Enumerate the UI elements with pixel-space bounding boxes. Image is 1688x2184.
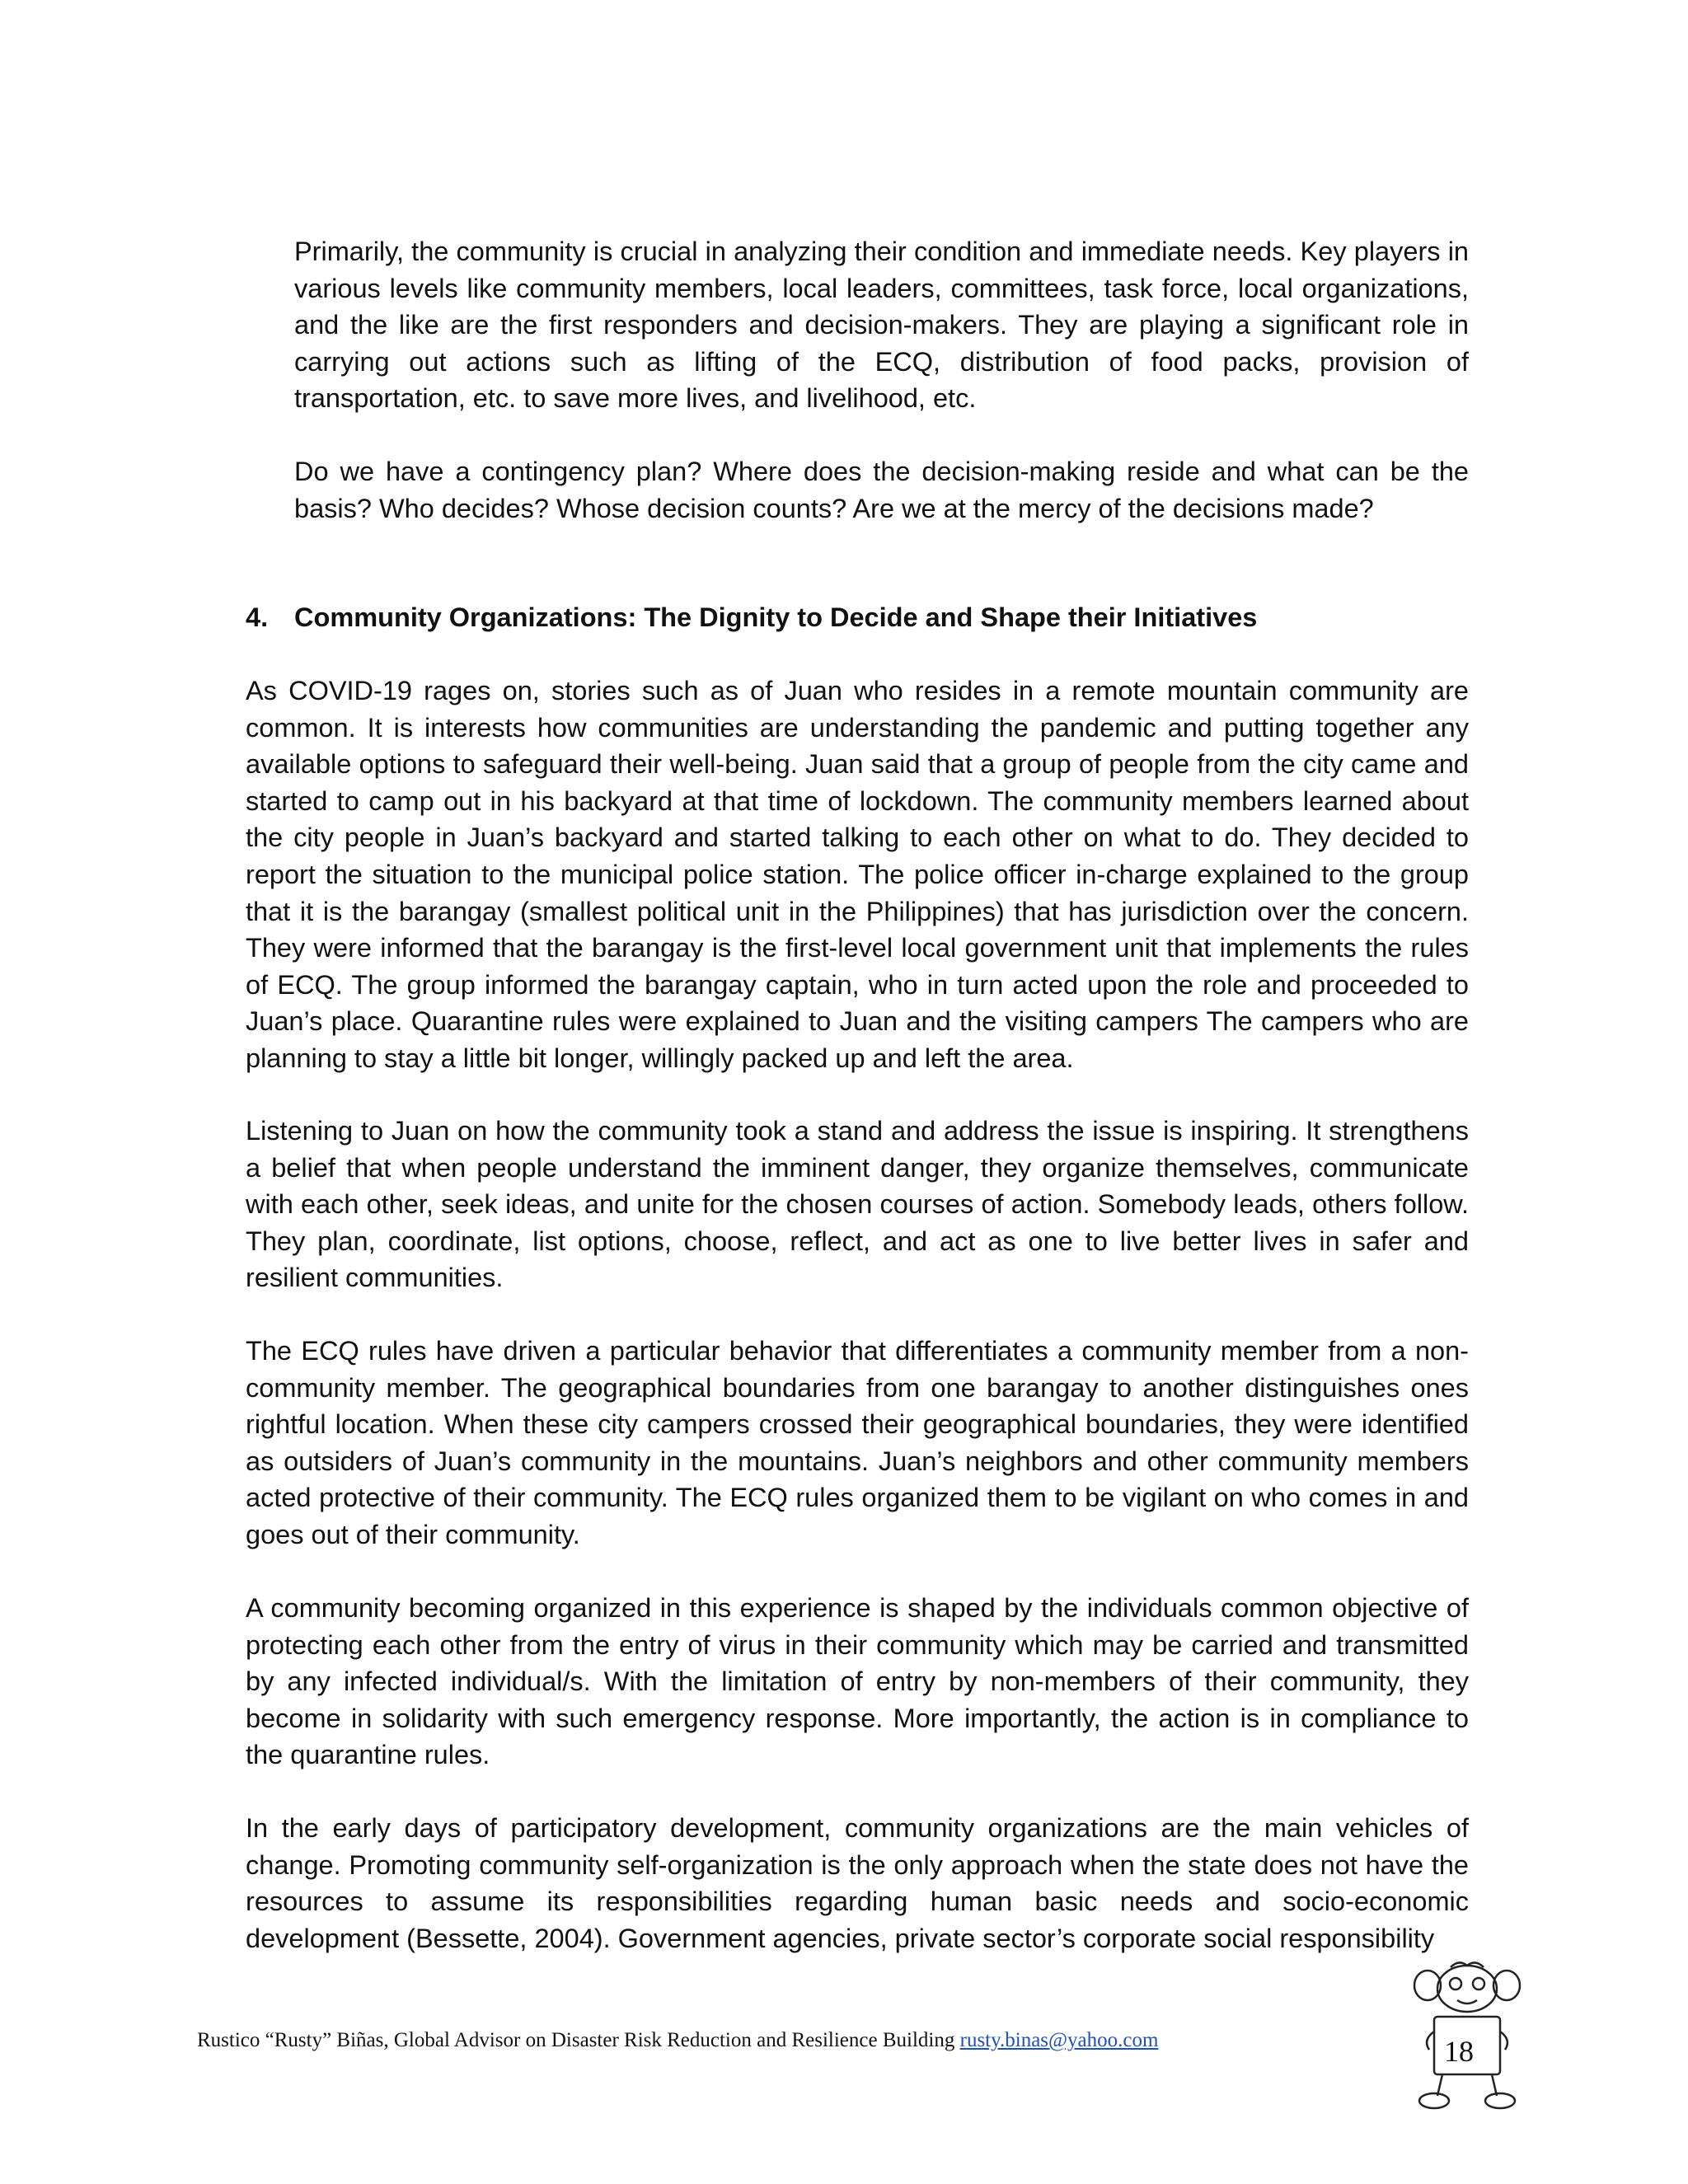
paragraph-community-organized: A community becoming organized in this experience is shaped by the individuals common objective of protecting each other from the entry of virus in their community which may be carried and transmitted by any infected individual/s. With the limitation of entry by non-members of their community, they become in solidarity with such emergency response. More importantly, the action is in compliance to the quarantine rules.: [246, 1593, 1469, 1770]
footer-author: Rustico “Rusty” Biñas, Global Advisor on Disaster Risk Reduction and Resilience Building: [197, 2029, 955, 2051]
paragraph-contingency-questions: Do we have a contingency plan? Where does the decision-making reside and what can be the basis? Who decides? Whose decision counts? Are we at the mercy of the decisions made?: [294, 457, 1469, 523]
section-number: 4.: [246, 602, 269, 632]
section-heading: [246, 599, 1257, 635]
footer-email-link[interactable]: rusty.binas@yahoo.com: [959, 2029, 1159, 2051]
section-title: Community Organizations: The Dignity to Decide and Shape their Initiatives: [294, 602, 1258, 632]
page-number: 18: [1444, 2035, 1474, 2068]
paragraph-listening-juan: Listening to Juan on how the community took a stand and address the issue is inspiring. It strengthens a belief that when people understand the imminent danger, they organize themselves, communicate with each other, seek ideas, and unite for the chosen courses of action. Somebody leads, others follow. They plan, coordinate, list options, choose, reflect, and act as one to live better lives in safer and resilient communities.: [246, 1116, 1469, 1293]
paragraph-participatory-development: In the early days of participatory development, community organizations are the main vehicles of change. Promoting community self-organization is the only approach when the state does not have the resources to assume its responsibilities regarding human basic needs and socio-economic development (Bessette, 2004). Government agencies, private sector’s corporate social responsibility: [246, 1813, 1469, 1953]
paragraph-juan-story: As COVID-19 rages on, stories such as of Juan who resides in a remote mountain community are common. It is interests how communities are understanding the pandemic and putting together any available options to safeguard their well-being. Juan said that a group of people from the city came and started to camp out in his backyard at that time of lockdown. The community members learned about the city people in Juan’s backyard and started talking to each other on what to do. They decided to report the situation to the municipal police station. The police officer in-charge explained to the group that it is the barangay (smallest political unit in the Philippines) that has jurisdiction over the concern. They were informed that the barangay is the first-level local government unit that implements the rules of ECQ. The group informed the barangay captain, who in turn acted upon the role and proceeded to Juan’s place. Quarantine rules were explained to Juan and the visiting campers The campers who are planning to stay a little bit longer, willingly packed up and left the area.: [246, 676, 1469, 1073]
paragraph-ecq-rules: The ECQ rules have driven a particular behavior that differentiates a community member from a non-community member. The geographical boundaries from one barangay to another distinguishes ones rightful location. When these city campers crossed their geographical boundaries, they were identified as outsiders of Juan’s community in the mountains. Juan’s neighbors and other community members acted protective of their community. The ECQ rules organized them to be vigilant on who comes in and goes out of their community.: [246, 1336, 1469, 1549]
footer-credit: [197, 2029, 1158, 2052]
paragraph-community-role: Primarily, the community is crucial in analyzing their condition and immediate needs. Key players in various levels like community members, local leaders, committees, task force, local organizations, and the like are the first responders and decision-makers. They are playing a significant role in carrying out actions such as lifting of the ECQ, distribution of food packs, provision of transportation, etc. to save more lives, and livelihood, etc.: [294, 237, 1469, 414]
